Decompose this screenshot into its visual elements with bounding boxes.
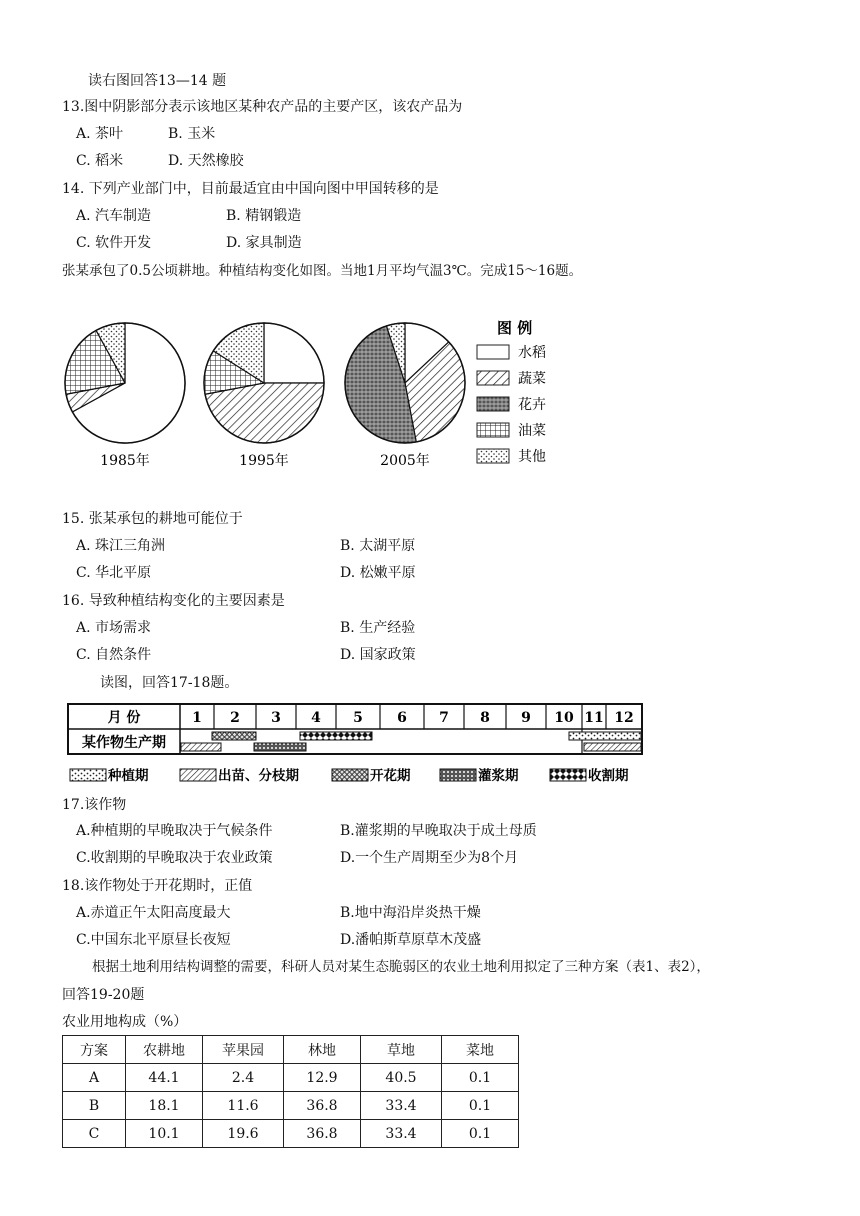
q15-stem: 15. 张某承包的耕地可能位于 xyxy=(62,511,243,527)
month-label: 2 xyxy=(230,710,240,726)
table-row xyxy=(63,1120,519,1148)
period-bar-planting xyxy=(569,732,641,740)
legend-swatch-flowers xyxy=(477,397,509,411)
month-label: 3 xyxy=(271,710,281,726)
pie-slice-1995-rice xyxy=(264,323,324,383)
month-label: 1 xyxy=(192,710,202,726)
legend-swatch-rice xyxy=(477,345,509,359)
intro-15-16: 张某承包了0.5公顷耕地。种植结构变化如图。当地1月平均气温3℃。完成15～16题。 xyxy=(62,263,583,279)
q16-stem: 16. 导致种植结构变化的主要因素是 xyxy=(62,593,285,609)
q13-option-d: D. 天然橡胶 xyxy=(168,153,244,169)
intro-19-20-line2: 回答19-20题 xyxy=(62,987,145,1003)
q16-option-c: C. 自然条件 xyxy=(76,647,152,663)
pie-year-1995: 1995年 xyxy=(239,453,289,469)
legend-swatch-grain-filling xyxy=(440,769,476,781)
month-label: 4 xyxy=(311,710,321,726)
table-cell: C xyxy=(63,1120,126,1148)
q15-option-c: C. 华北平原 xyxy=(76,565,152,581)
legend-label-other: 其他 xyxy=(518,449,546,465)
q18-option-a: A.赤道正午太阳高度最大 xyxy=(76,905,231,921)
legend-title: 图 例 xyxy=(497,319,533,337)
month-label: 11 xyxy=(584,710,604,726)
table-header-cell: 农耕地 xyxy=(126,1036,203,1064)
month-label: 9 xyxy=(521,710,531,726)
q18-option-b: B.地中海沿岸炎热干燥 xyxy=(340,905,481,921)
land-use-table xyxy=(62,1035,519,1148)
table-cell: 12.9 xyxy=(284,1064,361,1092)
table-cell: 19.6 xyxy=(203,1120,284,1148)
table-row xyxy=(63,1064,519,1092)
table-header-row xyxy=(63,1036,519,1064)
table-cell: 18.1 xyxy=(126,1092,203,1120)
q14-option-b: B. 精钢锻造 xyxy=(226,208,302,224)
legend-label-vegetables: 蔬菜 xyxy=(518,371,546,387)
legend-label-rice: 水稻 xyxy=(518,345,546,361)
month-label: 6 xyxy=(397,710,407,726)
q17-option-b: B.灌浆期的早晚取决于成土母质 xyxy=(340,823,537,839)
q13-option-a: A. 茶叶 xyxy=(76,126,124,142)
q16-option-d: D. 国家政策 xyxy=(340,647,416,663)
intro-19-20-line1: 根据土地利用结构调整的需要，科研人员对某生态脆弱区的农业土地利用拟定了三种方案（表1、表2）， xyxy=(92,959,710,975)
legend-label-planting: 种植期 xyxy=(108,768,149,784)
legend-swatch-rapeseed xyxy=(477,423,509,437)
table-cell: 2.4 xyxy=(203,1064,284,1092)
q13-option-c: C. 稻米 xyxy=(76,153,124,169)
period-bar-harvest xyxy=(300,732,372,740)
table-cell: 40.5 xyxy=(361,1064,442,1092)
legend-swatch-other xyxy=(477,449,509,463)
q17-option-d: D.一个生产周期至少为8个月 xyxy=(340,850,519,866)
table-cell: B xyxy=(63,1092,126,1120)
month-label: 10 xyxy=(554,710,574,726)
legend-label-harvest: 收割期 xyxy=(588,768,629,784)
q17-stem: 17.该作物 xyxy=(62,797,127,813)
period-bar-grain-filling xyxy=(254,743,306,751)
intro-17-18: 读图，回答17-18题。 xyxy=(100,675,239,691)
table-cell: 36.8 xyxy=(284,1120,361,1148)
legend-swatch-vegetables xyxy=(477,371,509,385)
pie-year-1985: 1985年 xyxy=(100,453,150,469)
intro-13-14: 读右图回答13—14 题 xyxy=(88,73,227,89)
crop-timeline-figure xyxy=(62,702,652,788)
legend-label-flowering: 开花期 xyxy=(370,768,411,784)
table-header-cell: 方案 xyxy=(63,1036,126,1064)
period-bar-seedling-jan xyxy=(181,743,221,751)
q17-option-a: A.种植期的早晚取决于气候条件 xyxy=(76,823,273,839)
pie-year-2005: 2005年 xyxy=(380,453,430,469)
table-title: 农业用地构成（%） xyxy=(62,1014,188,1030)
legend-swatch-harvest xyxy=(550,769,586,781)
q17-option-c: C.收割期的早晚取决于农业政策 xyxy=(76,850,273,866)
q13-stem: 13.图中阴影部分表示该地区某种农产品的主要产区，该农产品为 xyxy=(62,99,463,115)
q18-option-c: C.中国东北平原昼长夜短 xyxy=(76,932,231,948)
table-header-cell: 林地 xyxy=(284,1036,361,1064)
pie-chart-figure xyxy=(55,305,575,475)
q14-stem: 14. 下列产业部门中，目前最适宜由中国向图中甲国转移的是 xyxy=(62,181,439,197)
table-cell: 33.4 xyxy=(361,1120,442,1148)
q15-option-d: D. 松嫩平原 xyxy=(340,565,416,581)
table-header-cell: 菜地 xyxy=(442,1036,519,1064)
q18-stem: 18.该作物处于开花期时，正值 xyxy=(62,878,253,894)
legend-label-grain-filling: 灌浆期 xyxy=(478,768,519,784)
month-label: 12 xyxy=(614,710,634,726)
table-header-cell: 苹果园 xyxy=(203,1036,284,1064)
timeline-row-label: 某作物生产期 xyxy=(82,735,166,751)
period-bar-flowering xyxy=(212,732,256,740)
table-cell: 44.1 xyxy=(126,1064,203,1092)
month-label: 5 xyxy=(353,710,363,726)
pie-slice-1995-vegetables xyxy=(205,383,324,443)
table-cell: 36.8 xyxy=(284,1092,361,1120)
legend-swatch-flowering xyxy=(332,769,368,781)
q13-option-b: B. 玉米 xyxy=(168,126,216,142)
table-cell: 33.4 xyxy=(361,1092,442,1120)
q14-option-c: C. 软件开发 xyxy=(76,235,152,251)
legend-label-seedling: 出苗、分枝期 xyxy=(218,768,299,784)
timeline-header-label: 月 份 xyxy=(107,710,141,726)
table-cell: 0.1 xyxy=(442,1092,519,1120)
q15-option-b: B. 太湖平原 xyxy=(340,538,416,554)
table-cell: 0.1 xyxy=(442,1064,519,1092)
table-cell: 10.1 xyxy=(126,1120,203,1148)
month-label: 8 xyxy=(480,710,490,726)
q18-option-d: D.潘帕斯草原草木茂盛 xyxy=(340,932,482,948)
legend-swatch-planting xyxy=(70,769,106,781)
legend-label-rapeseed: 油菜 xyxy=(518,423,546,439)
legend-swatch-seedling xyxy=(180,769,216,781)
q16-option-a: A. 市场需求 xyxy=(76,620,152,636)
legend-label-flowers: 花卉 xyxy=(518,397,546,413)
q16-option-b: B. 生产经验 xyxy=(340,620,416,636)
q14-option-d: D. 家具制造 xyxy=(226,235,302,251)
table-cell: 11.6 xyxy=(203,1092,284,1120)
month-label: 7 xyxy=(439,710,449,726)
table-cell: A xyxy=(63,1064,126,1092)
q14-option-a: A. 汽车制造 xyxy=(76,208,152,224)
table-cell: 0.1 xyxy=(442,1120,519,1148)
q15-option-a: A. 珠江三角洲 xyxy=(76,538,166,554)
table-header-cell: 草地 xyxy=(361,1036,442,1064)
period-bar-seedling-dec xyxy=(584,743,641,751)
table-row xyxy=(63,1092,519,1120)
